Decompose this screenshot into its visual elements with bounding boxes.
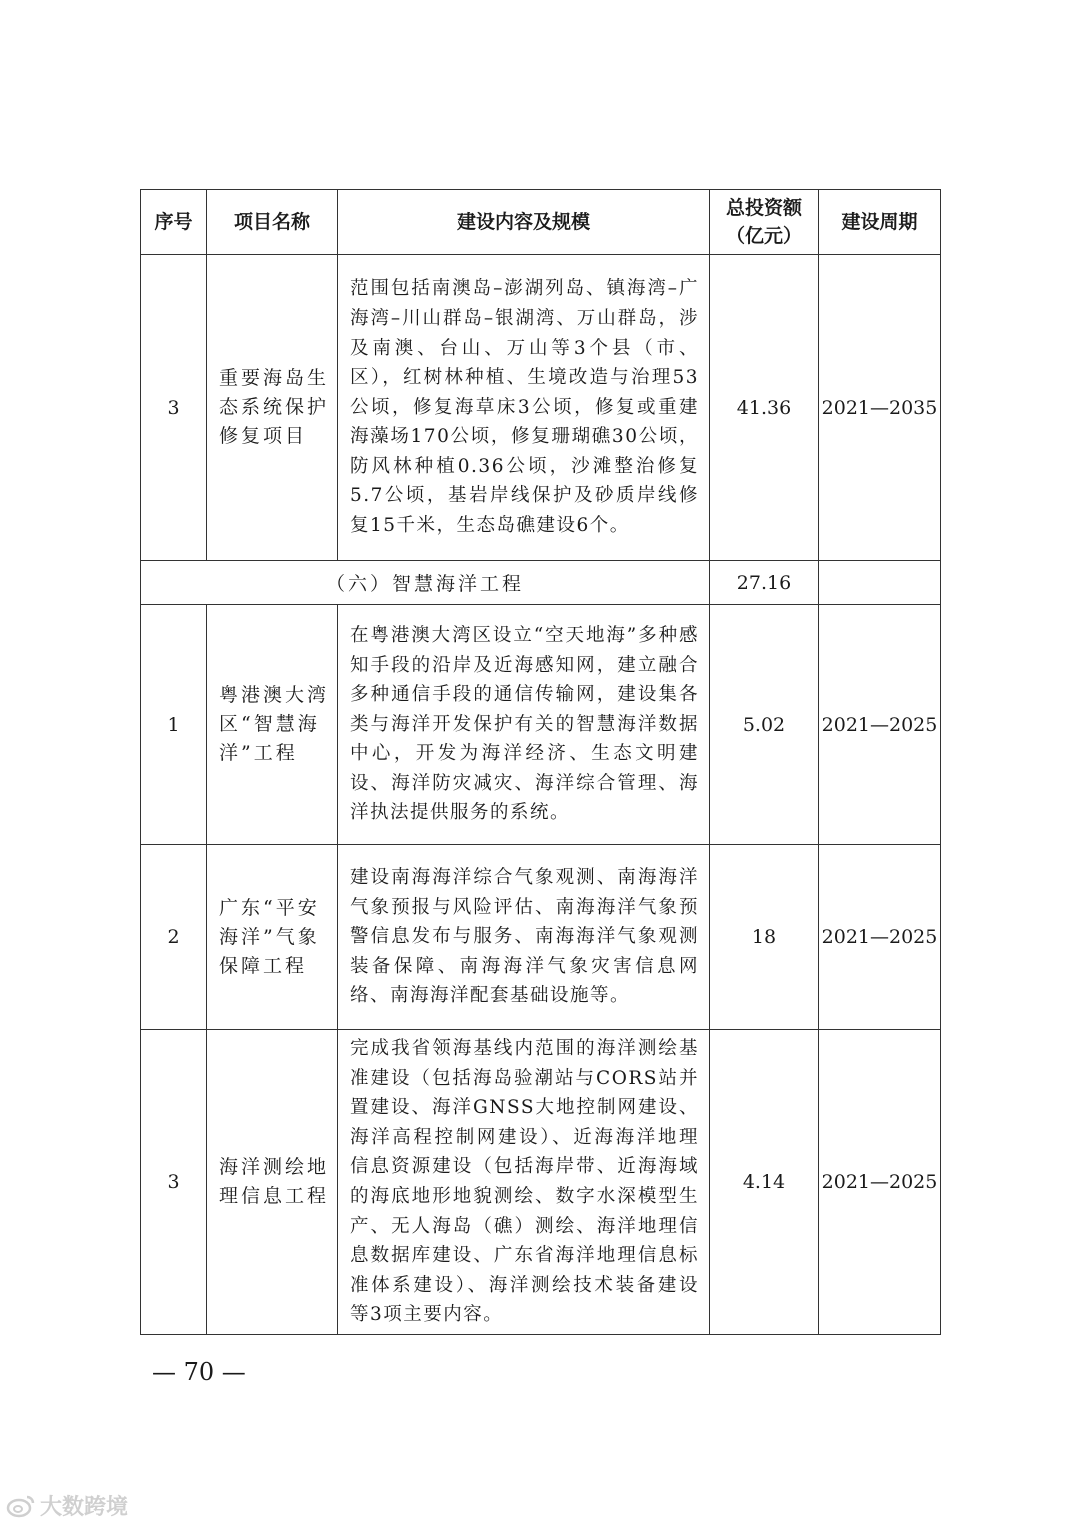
row-content: 在粤港澳大湾区设立“空天地海”多种感知手段的沿岸及近海感知网，建立融合多种通信手段的通信传输网，建设集各类与海洋开发保护有关的智慧海洋数据中心，开发为海洋经济、生态文明建设、海洋防灾减灾、海洋综合管理、海洋执法提供服务的系统。 [338, 605, 710, 845]
header-investment [710, 190, 819, 255]
header-content: 建设内容及规模 [338, 190, 710, 255]
header-investment-line2: （亿元） [725, 225, 802, 247]
table-header-row [141, 190, 941, 255]
header-investment-line1: 总投资额 [725, 197, 802, 219]
row-period: 2021—2025 [819, 605, 941, 845]
section-period-empty [819, 561, 941, 605]
row-content: 建设南海海洋综合气象观测、南海海洋气象预报与风险评估、南海海洋气象预警信息发布与服务、南海海洋气象观测装备保障、南海海洋气象灾害信息网络、南海海洋配套基础设施等。 [338, 845, 710, 1030]
row-investment: 18 [710, 845, 819, 1030]
table-row [141, 845, 941, 1030]
weibo-logo-icon [6, 1494, 36, 1518]
row-num: 3 [141, 1030, 207, 1335]
row-period: 2021—2025 [819, 845, 941, 1030]
row-project-name: 海洋测绘地理信息工程 [207, 1030, 338, 1335]
row-num: 2 [141, 845, 207, 1030]
row-project-name: 广东“平安海洋”气象保障工程 [207, 845, 338, 1030]
project-table [140, 189, 941, 1335]
watermark [6, 1490, 128, 1521]
row-num: 3 [141, 255, 207, 561]
row-content: 范围包括南澳岛–澎湖列岛、镇海湾–广海湾–川山群岛–银湖湾、万山群岛，涉及南澳、台山、万山等3个县（市、区），红树林种植、生境改造与治理53公顷，修复海草床3公顷，修复或重建海藻场170公顷，修复珊瑚礁30公顷，防风林种植0.36公顷，沙滩整治修复5.7公顷，基岩岸线保护及砂质岸线修复15千米，生态岛礁建设6个。 [338, 255, 710, 561]
row-investment: 5.02 [710, 605, 819, 845]
row-period: 2021—2035 [819, 255, 941, 561]
section-investment: 27.16 [710, 561, 819, 605]
row-content: 完成我省领海基线内范围的海洋测绘基准建设（包括海岛验潮站与CORS站并置建设、海洋GNSS大地控制网建设、海洋高程控制网建设）、近海海洋地理信息资源建设（包括海岸带、近海海域的海底地形地貌测绘、数字水深模型生产、无人海岛（礁）测绘、海洋地理信息数据库建设、广东省海洋地理信息标准体系建设）、海洋测绘技术装备建设等3项主要内容。 [338, 1030, 710, 1335]
header-name: 项目名称 [207, 190, 338, 255]
row-period: 2021—2025 [819, 1030, 941, 1335]
section-title: （六）智慧海洋工程 [141, 561, 710, 605]
row-num: 1 [141, 605, 207, 845]
table-row [141, 255, 941, 561]
table-row [141, 605, 941, 845]
table-row [141, 1030, 941, 1335]
project-table-container [140, 189, 940, 1335]
header-period: 建设周期 [819, 190, 941, 255]
row-investment: 4.14 [710, 1030, 819, 1335]
watermark-text: 大数跨境 [40, 1495, 129, 1520]
row-project-name: 重要海岛生态系统保护修复项目 [207, 255, 338, 561]
section-row [141, 561, 941, 605]
row-investment: 41.36 [710, 255, 819, 561]
header-num: 序号 [141, 190, 207, 255]
page-number: — 70 — [152, 1358, 246, 1386]
row-project-name: 粤港澳大湾区“智慧海洋”工程 [207, 605, 338, 845]
